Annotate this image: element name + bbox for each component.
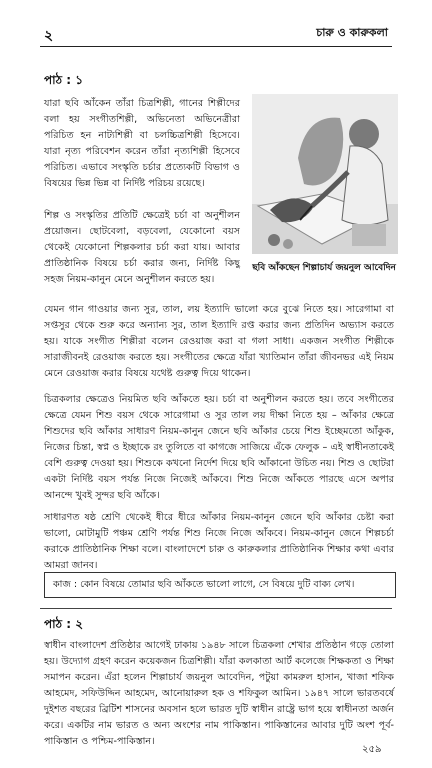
lesson-1-paragraph-2: শিল্প ও সংস্কৃতির প্রতিটি ক্ষেত্রেই চর্চা বা অনুশীলন প্রয়োজন। ছোটবেলা, বড়বেলা, যেকোনো বয়স থেকেই যেকোনো শিল্পকলার চর্চা করা যায়। আবার প্রাতিষ্ঠানিক বিষয়ে চর্চা করার জন্য, নির্দিষ্ট কিছু সহজ নিয়ম-কানুন মেনে অনুশীলন করতে হয়।: [44, 210, 240, 285]
section-divider: [40, 608, 392, 609]
footer-page-number: ২৫৯: [362, 744, 382, 755]
lesson-1-heading: পাঠ : ১: [44, 73, 83, 87]
photo-illustration: [252, 94, 398, 254]
lesson-1-paragraph-5: সাধারণত ষষ্ঠ শ্রেণি থেকেই ধীরে ধীরে আঁকার নিয়ম-কানুন জেনে ছবি আঁকার চেষ্টা করা ভালো, মোটামুটি পঞ্চম শ্রেণি পর্যন্ত শিশু নিজে নিজে আঁকবে। নিয়ম-কানুন জেনে শিল্পচর্চা করাকে প্রাতিষ্ঠানিক শিক্ষা বলে। বাংলাদেশে চারু ও কারুকলার প্রাতিষ্ঠানিক শিক্ষার কথা এবার আমরা জানব।: [44, 512, 394, 571]
header-book-title: চারু ও কারুকলা: [316, 26, 388, 39]
lesson-1-paragraph-4: চিত্রকলার ক্ষেত্রেও নিয়মিত ছবি আঁকতে হয়। চর্চা বা অনুশীলন করতে হয়। তবে সংগীতের ক্ষেত্রে যেমন শিশু বয়স থেকে সারেগামা ও সুর তাল লয় দীক্ষা নিতে হয় – আঁকার ক্ষেত্রে শিশুদের ছবি আঁকার সাধারণ নিয়ম-কানুন জেনে ছবি আঁকার চেয়ে শিশু ইচ্ছেমতো আঁকুক, নিজের চিন্তা, স্বপ্ন ও ইচ্ছাকে রং তুলিতে বা কাগজে সাজিয়ে এঁকে ফেলুক – এই স্বাধীনতাকেই বেশি গুরুত্ব দেওয়া হয়। শিশুকে কখনো নির্দেশ দিয়ে ছবি আঁকানো উচিত নয়। শিশু ও ছোটরা একটা নির্দিষ্ট বয়স পর্যন্ত নিজে নিজেই আঁকবে। শিশু নিজে আঁকতে পারছে এসে অপার আনন্দে খুবই সুন্দর ছবি আঁকে।: [44, 394, 394, 501]
artist-painting-photo: [252, 94, 398, 254]
lesson-1-paragraph-1: যারা ছবি আঁকেন তাঁরা চিত্রশিল্পী, গানের শিল্পীদের বলা হয় সংগীতশিল্পী, অভিনেতা অভিনেত্রীরা পরিচিত হন নাট্যশিল্পী বা চলচ্চিত্রশিল্পী হিসেবে। যারা নৃত্য পরিবেশন করেন তাঁরা নৃত্যশিল্পী হিসেবে পরিচিত। এভাবে সংস্কৃতি চর্চার প্রত্যেকটি বিভাগ ও বিষয়ের ভিন্ন ভিন্ন বা নির্দিষ্ট পরিচয় রয়েছে।: [44, 98, 240, 189]
lesson-1-paragraph-3: যেমন গান গাওয়ার জন্য সুর, তাল, লয় ইত্যাদি ভালো করে বুঝে নিতে হয়। সারেগামা বা সপ্তসুর থেকে শুরু করে অন্যান্য সুর, তাল ইত্যাদি রপ্ত করার জন্য প্রতিদিন অভ্যাস করতে হয়। যাকে সংগীত শিল্পীরা বলেন রেওয়াজ করা বা গলা সাধা। একজন সংগীত শিল্পীকে সারাজীবনই রেওয়াজ করতে হয়। সংগীতের ক্ষেত্রে যাঁরা খ্যাতিমান তাঁরা জীবনভর এই নিয়ম মেনে রেওয়াজ করার বিষয়ে যথেষ্ট গুরুত্ব দিয়ে থাকেন।: [44, 304, 394, 379]
photo-caption: ছবি আঁকছেন শিল্পাচার্য জয়নুল আবেদিন: [252, 263, 396, 273]
lesson-2-heading: পাঠ : ২: [44, 617, 83, 631]
lesson-2-paragraph-1: স্বাধীন বাংলাদেশ প্রতিষ্ঠার আগেই ঢাকায় ১৯৪৮ সালে চিত্রকলা শেখার প্রতিষ্ঠান গড়ে তোলা হয়। উদ্যোগ গ্রহণ করেন কয়েকজন চিত্রশিল্পী। যাঁরা কলকাতা আর্ট কলেজে শিক্ষকতা ও শিক্ষা সমাপন করেন। এঁরা হলেন শিল্পাচার্য জয়নুল আবেদিন, পটুয়া কামরুল হাসান, খাজা শফিক আহমেদ, সফিউদ্দিন আহমেদ, আনোয়ারুল হক ও শফিকুল আমিন। ১৯৪৭ সালে ভারতবর্ষে দুইশত বছরের ব্রিটিশ শাসনের অবসান হলে ভারত দুটি স্বাধীন রাষ্ট্রে ভাগ হয়ে স্বাধীনতা অর্জন করে। একটির নাম ভারত ও অন্য অংশের নাম পাকিস্তান। পাকিস্তানের আবার দুটি অংশ পূর্ব-পাকিস্তান ও পশ্চিম-পাকিস্তান।: [44, 640, 394, 747]
header-page-number: ২: [44, 28, 54, 44]
task-box: [44, 572, 396, 598]
header-rule: [40, 46, 392, 47]
task-text: কাজ : কোন বিষয়ে তোমার ছবি আঁকতে ভালো লাগে, সে বিষয়ে দুটি বাক্য লেখ।: [53, 579, 355, 590]
